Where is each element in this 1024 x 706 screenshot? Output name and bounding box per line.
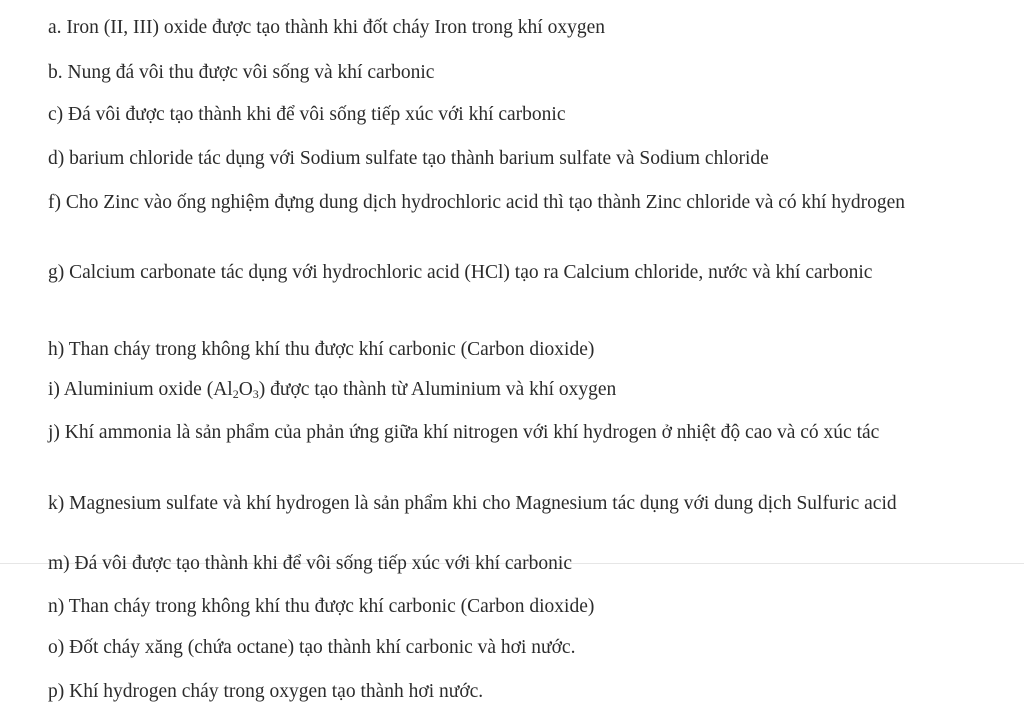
item-p: p) Khí hydrogen cháy trong oxygen tạo thành hơi nước. bbox=[48, 681, 484, 702]
item-b: b. Nung đá vôi thu được vôi sống và khí carbonic bbox=[48, 62, 435, 83]
item-i-text-after: ) được tạo thành từ Aluminium và khí oxygen bbox=[258, 379, 617, 400]
item-f: f) Cho Zinc vào ống nghiệm đựng dung dịch hydrochloric acid thì tạo thành Zinc chloride và có khí hydrogen bbox=[48, 192, 905, 213]
item-g: g) Calcium carbonate tác dụng với hydrochloric acid (HCl) tạo ra Calcium chloride, nước và khí carbonic bbox=[48, 262, 873, 283]
item-k: k) Magnesium sulfate và khí hydrogen là sản phẩm khi cho Magnesium tác dụng với dung dịch Sulfuric acid bbox=[48, 493, 897, 514]
item-i-subscript-2: 2 bbox=[232, 387, 239, 401]
item-d: d) barium chloride tác dụng với Sodium sulfate tạo thành barium sulfate và Sodium chloride bbox=[48, 148, 769, 169]
item-n: n) Than cháy trong không khí thu được khí carbonic (Carbon dioxide) bbox=[48, 596, 595, 617]
item-i-subscript-3: 3 bbox=[252, 387, 259, 401]
item-i bbox=[48, 376, 616, 408]
item-c: c) Đá vôi được tạo thành khi để vôi sống tiếp xúc với khí carbonic bbox=[48, 104, 566, 125]
item-o: o) Đốt cháy xăng (chứa octane) tạo thành khí carbonic và hơi nước. bbox=[48, 637, 576, 658]
item-h: h) Than cháy trong không khí thu được khí carbonic (Carbon dioxide) bbox=[48, 339, 595, 360]
item-j: j) Khí ammonia là sản phẩm của phản ứng giữa khí nitrogen với khí hydrogen ở nhiệt độ cao và có xúc tác bbox=[48, 422, 880, 443]
item-m: m) Đá vôi được tạo thành khi để vôi sống tiếp xúc với khí carbonic bbox=[48, 553, 572, 574]
item-i-text-mid: O bbox=[238, 379, 253, 400]
item-a: a. Iron (II, III) oxide được tạo thành khi đốt cháy Iron trong khí oxygen bbox=[48, 17, 605, 38]
item-i-text-before: i) Aluminium oxide (Al bbox=[48, 379, 233, 400]
